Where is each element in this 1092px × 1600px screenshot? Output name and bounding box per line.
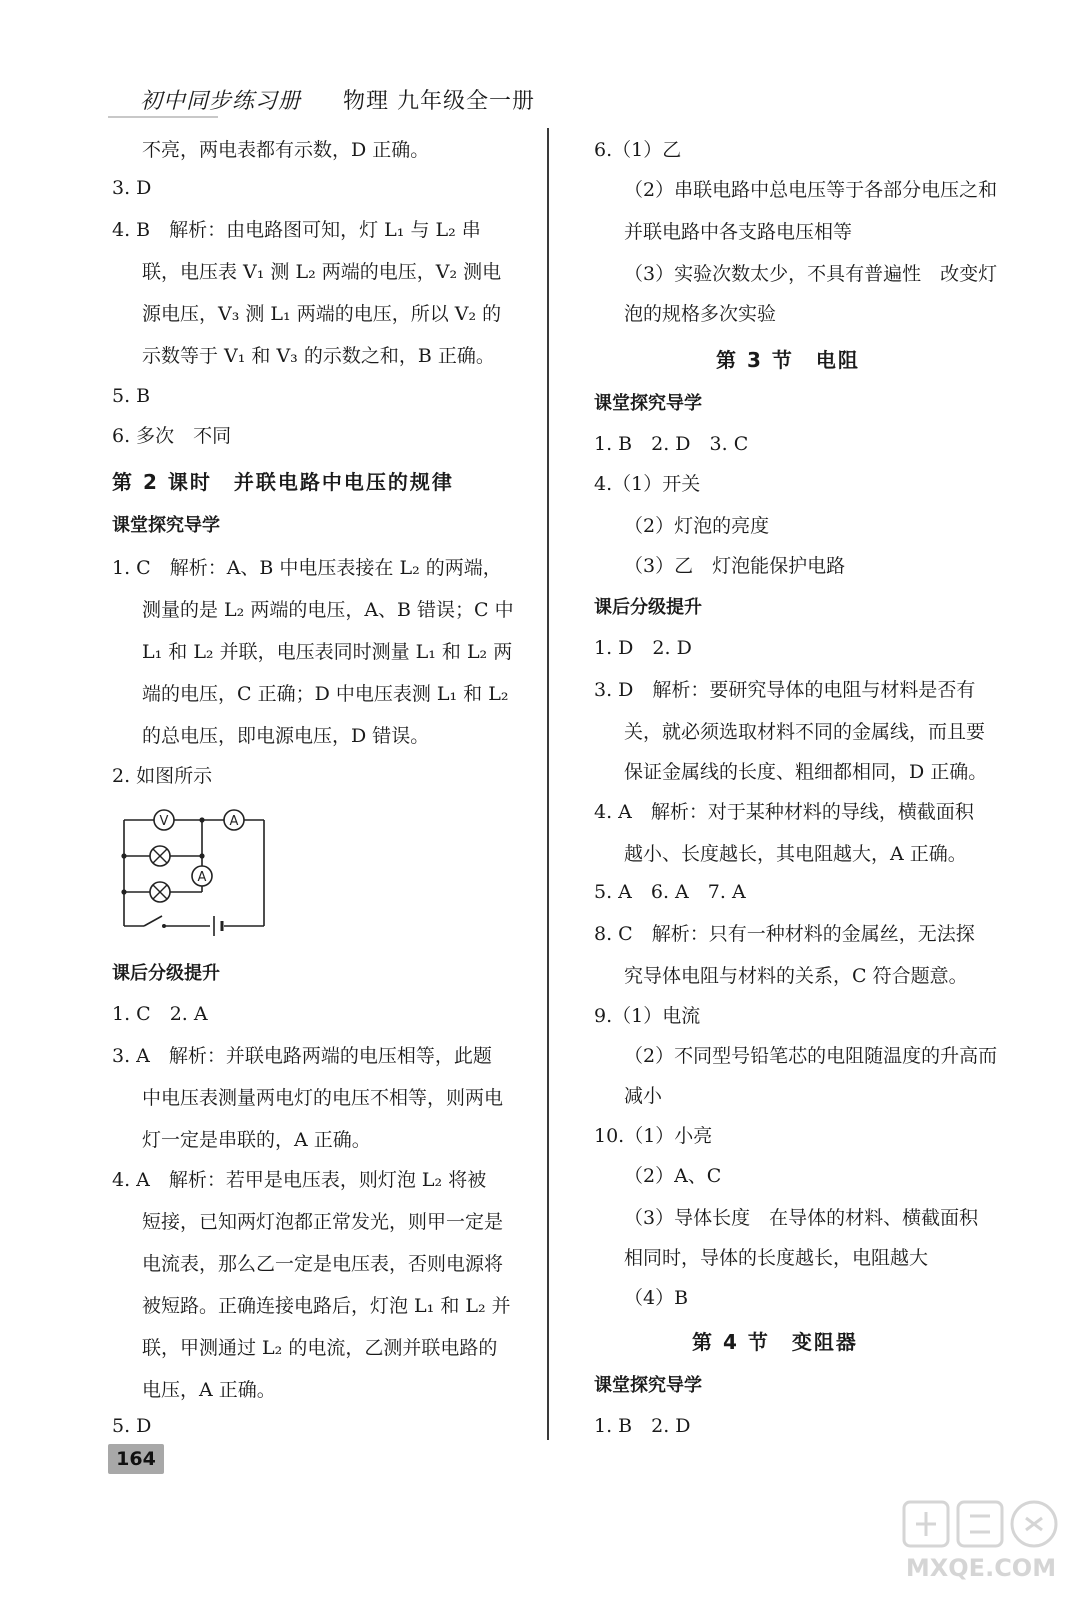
answer-line: （3）导体长度 在导体的材料、横截面积 xyxy=(624,1207,979,1229)
running-header xyxy=(140,84,535,115)
branch-ammeter-label: A xyxy=(197,870,207,885)
answer-line: 短接，已知两灯泡都正常发光，则甲一定是 xyxy=(142,1211,504,1233)
ammeter-symbol xyxy=(224,810,244,830)
answer-line: 4. A 解析：若甲是电压表，则灯泡 L₂ 将被 xyxy=(112,1169,487,1191)
section-subheading: 课后分级提升 xyxy=(594,597,702,618)
answer-line: 1. D 2. D xyxy=(594,637,692,659)
answer-line: 5. D xyxy=(112,1415,152,1437)
book-series-title: 初中同步练习册 xyxy=(140,89,302,114)
answer-line: 泡的规格多次实验 xyxy=(624,303,777,325)
watermark-logo xyxy=(896,1494,1066,1590)
answer-line: 2. 如图所示 xyxy=(112,765,213,787)
answer-line: 6.（1）乙 xyxy=(594,139,682,161)
answer-line: 端的电压，C 正确；D 中电压表测 L₁ 和 L₂ xyxy=(142,683,509,705)
section-subheading: 课后分级提升 xyxy=(112,963,220,984)
answer-line: （2）灯泡的亮度 xyxy=(624,515,770,537)
answer-line: 示数等于 V₁ 和 V₃ 的示数之和，B 正确。 xyxy=(142,345,495,367)
answer-line: 不亮，两电表都有示数，D 正确。 xyxy=(142,139,430,161)
answer-line: 相同时，导体的长度越长，电阻越大 xyxy=(624,1247,929,1269)
answer-line: 联，甲测通过 L₂ 的电流，乙测并联电路的 xyxy=(142,1337,498,1359)
answer-line: 灯一定是串联的，A 正确。 xyxy=(142,1129,371,1151)
section-subheading: 课堂探究导学 xyxy=(594,393,702,414)
answer-line: 中电压表测量两电灯的电压不相等，则两电 xyxy=(142,1087,504,1109)
ammeter-label: A xyxy=(229,814,239,829)
answer-line: 6. 多次 不同 xyxy=(112,425,232,447)
branch-ammeter-symbol xyxy=(192,866,212,886)
answer-line: 8. C 解析：只有一种材料的金属丝，无法探 xyxy=(594,923,975,945)
answer-line: 4. B 解析：由电路图可知，灯 L₁ 与 L₂ 串 xyxy=(112,219,481,241)
section-subheading: 课堂探究导学 xyxy=(112,515,220,536)
answer-line: （3）乙 灯泡能保护电路 xyxy=(624,555,846,577)
answer-line: 越小、长度越长，其电阻越大，A 正确。 xyxy=(624,843,967,865)
answer-line: （4）B xyxy=(624,1287,689,1309)
answer-line: 1. B 2. D xyxy=(594,1415,691,1437)
page-number: 164 xyxy=(108,1444,164,1474)
answer-line: 源电压，V₃ 测 L₁ 两端的电压，所以 V₂ 的 xyxy=(142,303,502,325)
answer-line: 关，就必须选取材料不同的金属线，而且要 xyxy=(624,721,986,743)
answer-line: 究导体电阻与材料的关系，C 符合题意。 xyxy=(624,965,968,987)
answer-line: 3. D xyxy=(112,177,152,199)
circuit-diagram xyxy=(118,800,272,936)
answer-line: 联，电压表 V₁ 测 L₂ 两端的电压，V₂ 测电 xyxy=(142,261,502,283)
answer-line: 的总电压，即电源电压，D 错误。 xyxy=(142,725,430,747)
answer-line: 1. C 2. A xyxy=(112,1003,208,1025)
voltmeter-label: V xyxy=(159,814,169,829)
answer-line: 4.（1）开关 xyxy=(594,473,701,495)
answer-line: L₁ 和 L₂ 并联，电压表同时测量 L₁ 和 L₂ 两 xyxy=(142,641,513,663)
answer-line: 1. C 解析：A、B 中电压表接在 L₂ 的两端， xyxy=(112,557,502,579)
answer-line: 1. B 2. D 3. C xyxy=(594,433,749,455)
answer-line: 被短路。正确连接电路后，灯泡 L₁ 和 L₂ 并 xyxy=(142,1295,511,1317)
answer-line: 电压，A 正确。 xyxy=(142,1379,276,1401)
answer-line: 3. D 解析：要研究导体的电阻与材料是否有 xyxy=(594,679,976,701)
header-rule xyxy=(108,116,218,118)
answer-line: 3. A 解析：并联电路两端的电压相等，此题 xyxy=(112,1045,492,1067)
watermark-text: MXQE.COM xyxy=(905,1554,1057,1582)
lamp-icon xyxy=(150,846,170,866)
voltmeter-symbol xyxy=(154,810,174,830)
answer-line: （2）串联电路中总电压等于各部分电压之和 xyxy=(624,179,998,201)
answer-line: （2）不同型号铅笔芯的电阻随温度的升高而 xyxy=(624,1045,998,1067)
lamp-icon xyxy=(150,882,170,902)
answer-line: 保证金属线的长度、粗细都相同，D 正确。 xyxy=(624,761,988,783)
lesson-heading: 第 2 课时 并联电路中电压的规律 xyxy=(112,470,454,494)
answer-line: 5. B xyxy=(112,385,151,407)
subject-grade-title: 物理 九年级全一册 xyxy=(343,89,536,114)
answer-line: 9.（1）电流 xyxy=(594,1005,701,1027)
answer-line: 5. A 6. A 7. A xyxy=(594,881,746,903)
watermark-icon xyxy=(896,1494,1066,1554)
answer-line: 电流表，那么乙一定是电压表，否则电源将 xyxy=(142,1253,504,1275)
section-heading: 第 3 节 电阻 xyxy=(716,348,860,372)
answer-line: 测量的是 L₂ 两端的电压，A、B 错误；C 中 xyxy=(142,599,514,621)
section-subheading: 课堂探究导学 xyxy=(594,1375,702,1396)
answer-line: 减小 xyxy=(624,1085,663,1107)
answer-line: （3）实验次数太少，不具有普遍性 改变灯 xyxy=(624,263,998,285)
answer-line: 10.（1）小亮 xyxy=(594,1125,713,1147)
section-heading: 第 4 节 变阻器 xyxy=(692,1330,858,1354)
answer-line: 4. A 解析：对于某种材料的导线，横截面积 xyxy=(594,801,974,823)
column-divider xyxy=(547,128,549,1440)
answer-line: （2）A、C xyxy=(624,1165,722,1187)
answer-line: 并联电路中各支路电压相等 xyxy=(624,221,853,243)
